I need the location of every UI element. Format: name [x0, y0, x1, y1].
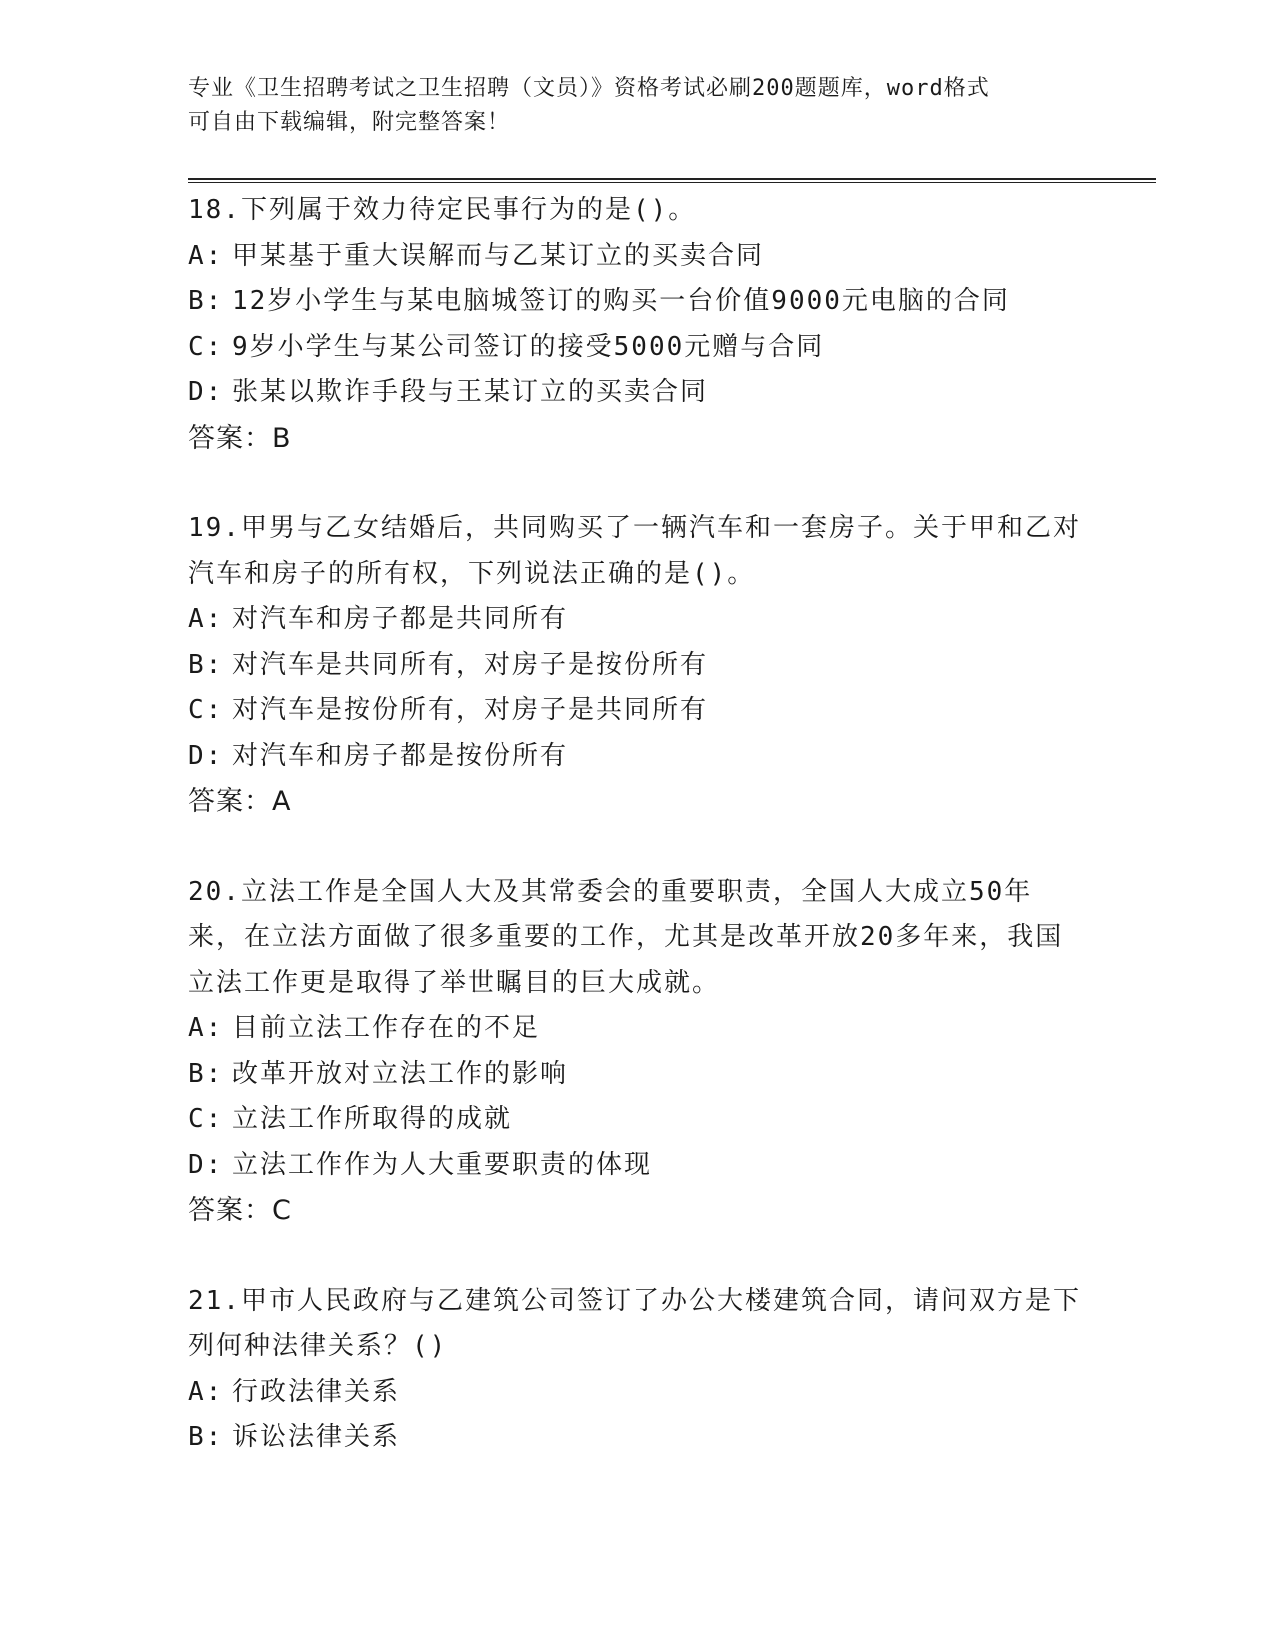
option-text: 行政法律关系: [232, 1376, 401, 1407]
option-text: 改革开放对立法工作的影响: [232, 1058, 569, 1089]
option-text: 对汽车是共同所有，对房子是按份所有: [232, 649, 709, 680]
option-c: [188, 1097, 1088, 1143]
option-a: [188, 1006, 1088, 1052]
option-label: D:: [188, 1149, 224, 1180]
option-text: 对汽车是按份所有，对房子是共同所有: [232, 695, 709, 725]
option-text: 对汽车和房子都是共同所有: [232, 604, 569, 634]
question-stem: 21.甲市人民政府与乙建筑公司签订了办公大楼建筑合同，请问双方是下列何种法律关系？(): [188, 1285, 1081, 1361]
option-text: 张某以欺诈手段与王某订立的买卖合同: [232, 377, 709, 407]
option-b: [188, 1052, 1088, 1098]
option-a: [188, 597, 1088, 643]
option-label: B:: [188, 286, 224, 316]
question-stem: 20.立法工作是全国人大及其常委会的重要职责，全国人大成立50年来，在立法方面做了很多重要的工作，尤其是改革开放20多年来，我国立法工作更是取得了举世瞩目的巨大成就。: [188, 876, 1064, 998]
option-label: B:: [188, 649, 224, 680]
option-label: C:: [188, 331, 224, 362]
question-stem: 18.下列属于效力待定民事行为的是()。: [188, 195, 697, 225]
option-text: 9岁小学生与某公司签订的接受5000元赠与合同: [232, 331, 825, 362]
option-b: [188, 643, 1088, 689]
option-c: [188, 688, 1088, 734]
option-label: B:: [188, 1058, 224, 1089]
option-text: 立法工作所取得的成就: [232, 1104, 513, 1134]
option-label: C:: [188, 695, 224, 725]
option-text: 甲某基于重大误解而与乙某订立的买卖合同: [232, 240, 765, 271]
option-text: 12岁小学生与某电脑城签订的购买一台价值9000元电脑的合同: [232, 286, 1010, 316]
option-label: A:: [188, 1376, 224, 1407]
option-c: [188, 325, 1088, 371]
question-20: [188, 870, 1088, 1234]
option-label: A:: [188, 240, 224, 271]
option-text: 目前立法工作存在的不足: [232, 1013, 541, 1043]
option-b: [188, 279, 1088, 325]
question-21: [188, 1279, 1088, 1461]
option-label: D:: [188, 740, 224, 771]
answer-line: 答案：C: [188, 1195, 292, 1226]
question-stem: 19.甲男与乙女结婚后，共同购买了一辆汽车和一套房子。关于甲和乙对汽车和房子的所有权，下列说法正确的是()。: [188, 513, 1081, 589]
answer-line: 答案：B: [188, 422, 292, 454]
option-a: [188, 234, 1088, 280]
option-b: [188, 1415, 1088, 1461]
option-d: [188, 1143, 1088, 1189]
option-d: [188, 734, 1088, 780]
header-line-2: 可自由下载编辑，附完整答案！: [188, 110, 511, 135]
question-19: [188, 506, 1088, 825]
option-text: 诉讼法律关系: [232, 1422, 401, 1452]
option-a: [188, 1370, 1088, 1416]
option-label: A:: [188, 1013, 224, 1043]
option-label: A:: [188, 604, 224, 634]
option-d: [188, 370, 1088, 416]
option-label: D:: [188, 377, 224, 407]
option-text: 立法工作作为人大重要职责的体现: [232, 1149, 653, 1180]
answer-line: 答案：A: [188, 786, 292, 817]
document-header: [188, 72, 1068, 140]
option-text: 对汽车和房子都是按份所有: [232, 740, 569, 771]
header-divider: [188, 178, 1156, 183]
question-list: [188, 188, 1088, 1506]
header-line-1: 专业《卫生招聘考试之卫生招聘（文员）》资格考试必刷200题题库，word格式: [188, 76, 990, 101]
option-label: C:: [188, 1104, 224, 1134]
question-18: [188, 188, 1088, 461]
option-label: B:: [188, 1422, 224, 1452]
